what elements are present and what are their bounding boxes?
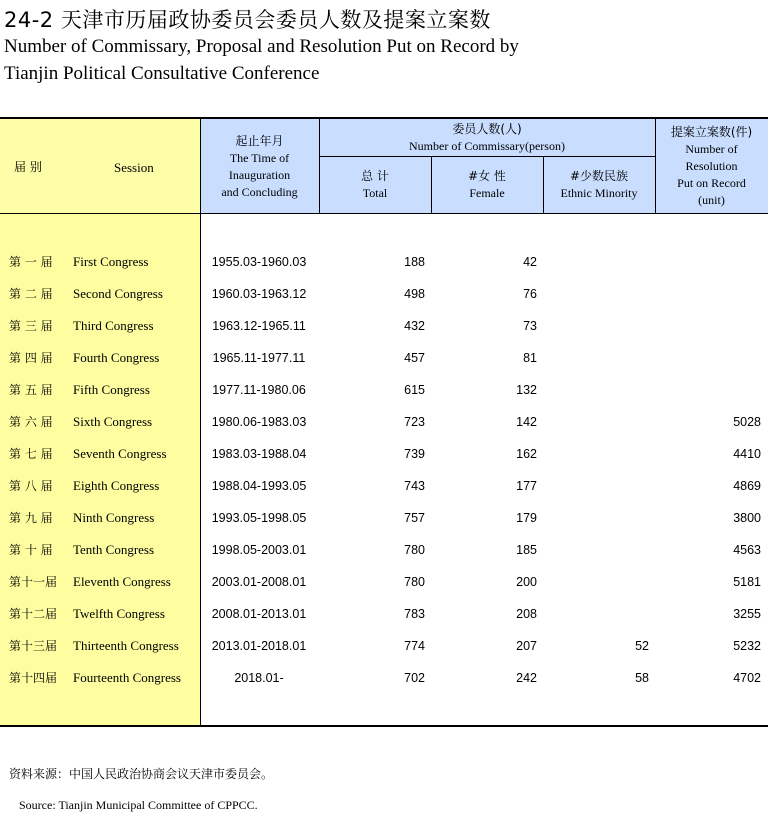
time-cell: 1983.03-1988.04 [211, 447, 307, 461]
resolution-cell: 3800 [733, 511, 761, 525]
time-cell: 1998.05-2003.01 [211, 543, 307, 557]
session-cn: 第 八 届 [9, 479, 53, 493]
header-bottom-rule [0, 213, 768, 214]
female-cell: 242 [516, 671, 537, 685]
total-cell: 432 [404, 319, 425, 333]
session-cn: 第十一届 [9, 575, 58, 589]
time-cell: 1955.03-1960.03 [211, 255, 307, 269]
total-cell: 780 [404, 543, 425, 557]
header-members: 委员人数(人) Number of Commissary(person) [409, 122, 565, 153]
table-row [0, 476, 768, 496]
session-en: Fourteenth Congress [73, 670, 181, 685]
female-cell: 177 [516, 479, 537, 493]
session-en: Second Congress [73, 286, 163, 301]
total-cell: 188 [404, 255, 425, 269]
table-row [0, 444, 768, 464]
ethnic-cell: 52 [635, 639, 649, 653]
table-row [0, 604, 768, 624]
table-row [0, 348, 768, 368]
header-total: 总 计 Total [361, 169, 389, 200]
source-note-en: Source: Tianjin Municipal Committee of CPPCC. [19, 798, 258, 812]
table-row [0, 540, 768, 560]
time-cell: 2003.01-2008.01 [211, 575, 307, 589]
session-cn: 第十二届 [9, 607, 58, 621]
session-cn: 第 四 届 [9, 351, 53, 365]
female-cell: 73 [523, 319, 537, 333]
total-cell: 739 [404, 447, 425, 461]
table-row [0, 412, 768, 432]
female-cell: 162 [516, 447, 537, 461]
resolution-cell: 4410 [733, 447, 761, 461]
resolution-cell: 4563 [733, 543, 761, 557]
members-subheader-rule [319, 156, 655, 157]
session-en: Eleventh Congress [73, 574, 171, 589]
female-cell: 142 [516, 415, 537, 429]
time-cell: 1977.11-1980.06 [212, 383, 306, 397]
session-en: Fourth Congress [73, 350, 160, 365]
female-cell: 179 [516, 511, 537, 525]
time-cell: 1963.12-1965.11 [212, 319, 306, 333]
session-cn: 第 二 届 [9, 287, 53, 301]
session-cn: 第十三届 [9, 639, 58, 653]
header-time: 起止年月 The Time of Inauguration and Concluding [221, 134, 298, 199]
female-cell: 185 [516, 543, 537, 557]
session-cn: 第 三 届 [9, 319, 53, 333]
table-bottom-rule [0, 725, 768, 727]
header-session-en: Session [114, 160, 154, 175]
resolution-cell: 5028 [733, 415, 761, 429]
header-session-cn: 届 别 [14, 160, 42, 174]
resolution-cell: 5232 [733, 639, 761, 653]
time-cell: 1980.06-1983.03 [211, 415, 307, 429]
session-en: Ninth Congress [73, 510, 155, 525]
title-en-line1: Number of Commissary, Proposal and Resolution Put on Record by [4, 36, 519, 57]
total-cell: 723 [404, 415, 425, 429]
table-row [0, 316, 768, 336]
session-en: Seventh Congress [73, 446, 167, 461]
total-cell: 783 [404, 607, 425, 621]
female-cell: 42 [523, 255, 537, 269]
total-cell: 498 [404, 287, 425, 301]
session-en: First Congress [73, 254, 149, 269]
title-cn: 24-2 天津市历届政协委员会委员人数及提案立案数 [4, 8, 491, 32]
total-cell: 615 [404, 383, 425, 397]
table-row [0, 572, 768, 592]
female-cell: 132 [516, 383, 537, 397]
header-ethnic: #少数民族 Ethnic Minority [560, 169, 638, 200]
table-row [0, 636, 768, 656]
resolution-cell: 4702 [733, 671, 761, 685]
total-cell: 702 [404, 671, 425, 685]
resolution-cell: 3255 [733, 607, 761, 621]
time-cell: 1988.04-1993.05 [211, 479, 307, 493]
time-cell: 2018.01- [234, 671, 284, 685]
session-en: Thirteenth Congress [73, 638, 179, 653]
session-cn: 第 十 届 [9, 543, 53, 557]
session-cn: 第十四届 [9, 671, 58, 685]
time-cell: 1993.05-1998.05 [211, 511, 307, 525]
session-en: Fifth Congress [73, 382, 150, 397]
session-en: Third Congress [73, 318, 154, 333]
session-en: Tenth Congress [73, 542, 155, 557]
title-en-line2: Tianjin Political Consultative Conference [4, 63, 320, 84]
female-cell: 76 [523, 287, 537, 301]
ethnic-cell: 58 [635, 671, 649, 685]
female-cell: 81 [523, 351, 537, 365]
session-en: Sixth Congress [73, 414, 153, 429]
table-row [0, 668, 768, 688]
time-cell: 1960.03-1963.12 [211, 287, 307, 301]
session-cn: 第 九 届 [9, 511, 53, 525]
total-cell: 757 [404, 511, 425, 525]
table-top-rule [0, 117, 768, 119]
session-cn: 第 五 届 [9, 383, 53, 397]
session-cn: 第 一 届 [9, 255, 53, 269]
session-en: Eighth Congress [73, 478, 160, 493]
header-resolution: 提案立案数(件) Number of Resolution Put on Record (unit) [670, 125, 753, 207]
time-cell: 1965.11-1977.11 [212, 351, 306, 365]
female-cell: 207 [516, 639, 537, 653]
table-row [0, 508, 768, 528]
female-cell: 200 [516, 575, 537, 589]
total-cell: 774 [404, 639, 425, 653]
session-cn: 第 六 届 [9, 415, 53, 429]
total-cell: 743 [404, 479, 425, 493]
table-row [0, 284, 768, 304]
source-note-cn: 资料来源：中国人民政治协商会议天津市委员会。 [9, 767, 274, 781]
total-cell: 780 [404, 575, 425, 589]
total-cell: 457 [404, 351, 425, 365]
header-female: #女 性 Female [468, 169, 506, 200]
resolution-cell: 4869 [733, 479, 761, 493]
session-cn: 第 七 届 [9, 447, 53, 461]
female-cell: 208 [516, 607, 537, 621]
table-row [0, 252, 768, 272]
time-cell: 2013.01-2018.01 [211, 639, 307, 653]
table-row [0, 380, 768, 400]
resolution-cell: 5181 [733, 575, 761, 589]
session-en: Twelfth Congress [73, 606, 165, 621]
time-cell: 2008.01-2013.01 [211, 607, 307, 621]
